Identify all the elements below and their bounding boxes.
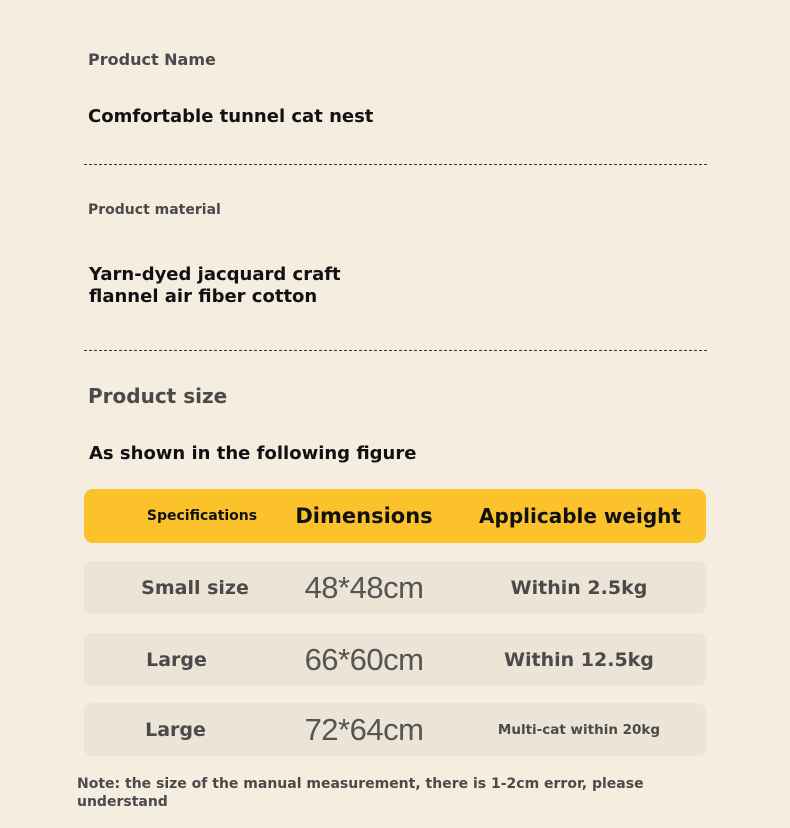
header-specifications: Specifications — [146, 508, 258, 524]
product-material-value-line2: flannel air fiber cotton — [89, 286, 318, 307]
product-material-label: Product material — [88, 202, 221, 218]
row-weight: Within 2.5kg — [510, 576, 648, 599]
note-line-1: Note: the size of the manual measurement, there is 1-2cm error, please — [77, 776, 644, 792]
row-spec: Large — [146, 648, 207, 671]
note-line-2: understand — [77, 794, 168, 810]
row-spec: Small size — [141, 576, 249, 599]
header-applicable-weight: Applicable weight — [479, 504, 681, 528]
product-size-subtitle: As shown in the following figure — [89, 443, 417, 464]
row-dimensions: 72*64cm — [304, 711, 424, 747]
divider-2 — [84, 350, 707, 351]
table-row — [84, 561, 706, 614]
divider-1 — [84, 164, 707, 165]
product-size-label: Product size — [88, 384, 228, 408]
row-dimensions: 48*48cm — [304, 569, 424, 605]
header-dimensions: Dimensions — [295, 504, 433, 528]
product-name-label: Product Name — [88, 50, 216, 69]
row-dimensions: 66*60cm — [304, 641, 424, 677]
product-material-value-line1: Yarn-dyed jacquard craft — [89, 264, 341, 285]
table-row — [84, 633, 706, 686]
row-weight: Within 12.5kg — [504, 648, 654, 671]
table-header — [84, 489, 706, 543]
row-spec: Large — [145, 718, 206, 741]
product-name-value: Comfortable tunnel cat nest — [88, 106, 374, 127]
table-row — [84, 703, 706, 756]
row-weight: Multi-cat within 20kg — [497, 721, 661, 738]
